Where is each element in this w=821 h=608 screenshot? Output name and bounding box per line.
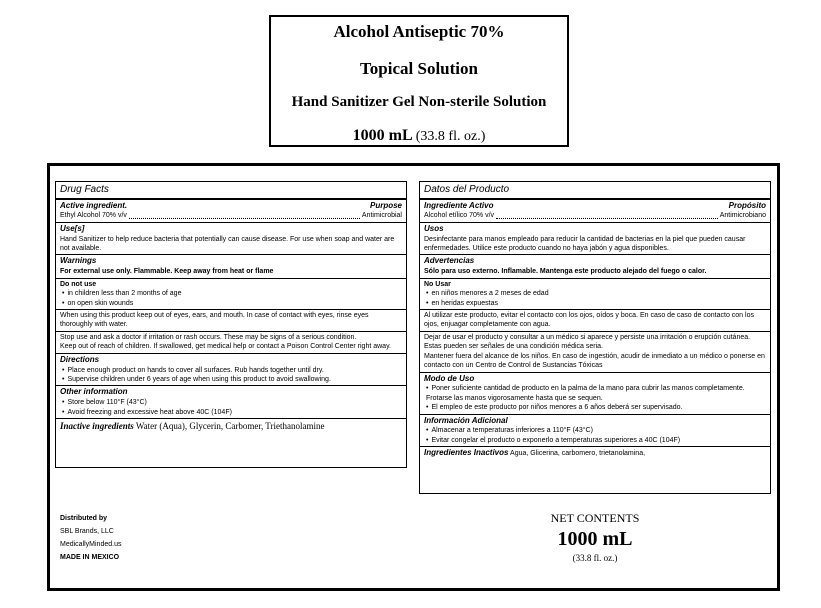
proposito-label: Propósito — [728, 200, 766, 210]
warnings-text: For external use only. Flammable. Keep away from heat or flame — [60, 268, 274, 276]
no-usar-section — [420, 279, 770, 310]
list-item: • en niños menores a 2 meses de edad — [424, 289, 766, 298]
advertencias-label: Advertencias — [424, 256, 475, 266]
datos-producto-header: Datos del Producto — [420, 182, 770, 200]
inactive-ingredients-section — [56, 419, 406, 433]
title-line-3: Hand Sanitizer Gel Non-sterile Solution — [291, 94, 547, 110]
active-ingredient-label: Active ingredient. — [60, 200, 128, 210]
other-info-section — [56, 386, 406, 419]
informacion-adicional-label: Información Adicional — [424, 415, 508, 425]
list-item: • Evitar congelar el producto o exponerlo a temperaturas superiores a 40C (104F) — [424, 436, 766, 445]
purpose-value: Antimicrobial — [361, 212, 402, 220]
uses-section — [56, 223, 406, 256]
list-item: • Store below 110°F (43°C) — [60, 398, 402, 407]
leader-dots — [496, 211, 718, 218]
list-item: • Place enough product on hands to cover all surfaces. Rub hands together until dry. — [60, 366, 402, 375]
proposito-value: Antimicrobiano — [719, 212, 766, 220]
uses-label: Use[s] — [60, 223, 85, 233]
list-item: • Supervise children under 6 years of age when using this product to avoid swallowing. — [60, 375, 402, 384]
distributor-company: SBL Brands, LLC — [60, 528, 114, 535]
drug-facts-header: Drug Facts — [56, 182, 406, 200]
ingredientes-inactivos-label: Ingredientes Inactivos — [424, 448, 509, 458]
distributor-website: MedicallyMinded.us — [60, 541, 122, 548]
net-contents-oz: (33.8 fl. oz.) — [572, 553, 618, 563]
datos-producto-panel — [419, 181, 771, 494]
ingredientes-inactivos-section — [420, 447, 770, 460]
distributor-label: Distributed by — [60, 515, 108, 522]
inactive-ingredients-label: Inactive ingredients — [60, 421, 134, 432]
informacion-adicional-section — [420, 415, 770, 448]
directions-section — [56, 354, 406, 387]
other-info-label: Other information — [60, 387, 128, 397]
dejar-de-usar-section — [420, 332, 770, 373]
usos-text: Desinfectante para manos empleado para reducir la cantidad de bacterias en la piel que pueden causar enfermedades. Utilice este producto cuando no haya jabón y agua disponibles. — [424, 235, 746, 252]
stop-use-text: Stop use and ask a doctor if irritation or rash occurs. These may be signs of a serious condition. — [60, 333, 357, 341]
warnings-label: Warnings — [60, 256, 97, 266]
directions-label: Directions — [60, 354, 100, 364]
no-usar-label: No Usar — [424, 280, 451, 288]
net-contents-ml: 1000 mL — [557, 528, 633, 550]
usos-label: Usos — [424, 223, 444, 233]
list-item: • in children less than 2 months of age — [60, 289, 402, 298]
net-contents-label: NET CONTENTS — [550, 511, 640, 525]
do-not-use-label: Do not use — [60, 280, 97, 288]
drug-facts-panel — [55, 181, 407, 468]
list-item: • Almacenar a temperaturas inferiores a 110°F (43°C) — [424, 426, 766, 435]
list-item: • en heridas expuestas — [424, 299, 766, 308]
title-volume-oz: (33.8 fl. oz.) — [415, 129, 486, 144]
ingrediente-activo-label: Ingrediente Activo — [424, 200, 494, 210]
warnings-section — [56, 255, 406, 278]
advertencias-section — [420, 255, 770, 278]
al-utilizar-section — [420, 310, 770, 332]
list-item: • Avoid freezing and excessive heat above 40C (104F) — [60, 408, 402, 417]
leader-dots — [129, 211, 360, 218]
when-using-section — [56, 310, 406, 332]
mantener-fuera-text: Mantener fuera del alcance de los niños. En caso de ingestión, acudir de inmediato a un médico o ponerse en contacto con un Centro de Control de Sustancias Tóxicas — [424, 352, 765, 370]
advertencias-text: Sólo para uso externo. Inflamable. Mantenga este producto alejado del fuego o calor. — [424, 268, 707, 276]
list-item: • Poner suficiente cantidad de producto en la palma de la mano para cubrir las manos completamente. Frotarse las manos vigorosamente hasta que se sequen. — [424, 384, 766, 403]
ingrediente-activo-section — [420, 200, 770, 223]
modo-de-uso-label: Modo de Uso — [424, 373, 475, 383]
active-ingredient-value: Ethyl Alcohol 70% v/v — [60, 212, 127, 220]
ingredientes-inactivos-text: Agua, Glicerina, carbomero, trietanolamina, — [510, 450, 646, 458]
title-volume-ml: 1000 mL — [352, 127, 412, 144]
when-using-text: When using this product keep out of eyes, ears, and mouth. In case of contact with eyes, rinse eyes thoroughly with water. — [60, 311, 369, 329]
stop-use-section — [56, 332, 406, 354]
product-title-box — [269, 15, 569, 147]
list-item: • on open skin wounds — [60, 299, 402, 308]
inactive-ingredients-text: Water (Aqua), Glycerin, Carbomer, Triethanolamine — [135, 421, 325, 432]
distributor-info — [60, 512, 121, 564]
keep-out-text: Keep out of reach of children. If swallowed, get medical help or contact a Poison Control Center right away. — [60, 343, 391, 351]
title-line-2: Topical Solution — [360, 59, 478, 78]
modo-de-uso-section — [420, 373, 770, 415]
ingrediente-activo-value: Alcohol etílico 70% v/v — [424, 212, 495, 220]
country-of-origin: MADE IN MEXICO — [60, 554, 120, 561]
title-line-1: Alcohol Antiseptic 70% — [333, 22, 505, 41]
title-volume — [271, 127, 567, 145]
list-item: • El empleo de este producto por niños menores a 6 años deberá ser supervisado. — [424, 403, 766, 412]
purpose-label: Purpose — [369, 200, 402, 210]
do-not-use-section — [56, 279, 406, 310]
uses-text: Hand Sanitizer to help reduce bacteria that potentially can cause disease. For use when soap and water are not available. — [60, 235, 395, 252]
net-contents — [520, 511, 670, 563]
active-ingredient-section — [56, 200, 406, 223]
al-utilizar-text: Al utilizar este producto, evitar el contacto con los ojos, oídos y boca. En caso de caso de contacto con los ojos, enjuagar completamente con agua. — [424, 311, 754, 329]
usos-section — [420, 223, 770, 256]
dejar-de-usar-text: Dejar de usar el producto y consultar a un médico si aparece y persiste una irritación o erupción cutánea. Estas pueden ser señales de una condición médica seria. — [424, 333, 751, 351]
